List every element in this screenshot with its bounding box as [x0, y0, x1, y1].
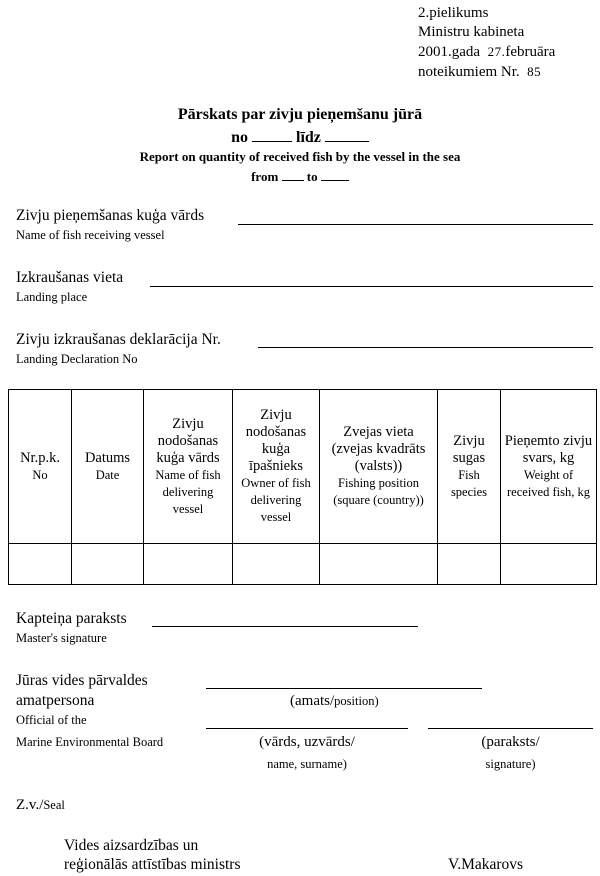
field-vessel-line[interactable]: [238, 224, 593, 225]
col-fishing-position-lv: Zvejas vieta (zvejas kvadrāts (valsts)): [331, 424, 426, 474]
title-lv-to: līdz: [296, 129, 321, 146]
title-en-from-blank: [282, 167, 304, 181]
annex-line2: Ministru kabineta: [418, 24, 525, 40]
cell-owner[interactable]: [233, 544, 320, 585]
official-position-line[interactable]: [206, 688, 482, 689]
field-landing-line[interactable]: [150, 286, 593, 287]
col-number-en: No: [32, 467, 48, 482]
col-fishing-position: [320, 390, 438, 544]
cell-number[interactable]: [9, 544, 72, 585]
annex-line4: [418, 62, 555, 82]
col-date-lv: Datums: [84, 449, 131, 466]
title-lv-period: [0, 128, 600, 147]
col-number: [9, 390, 72, 544]
minister-name: V.Makarovs: [448, 856, 524, 873]
title-en: Report on quantity of received fish by the vessel in the sea: [139, 149, 461, 164]
annex-line3: [418, 42, 555, 62]
col-species: [438, 390, 501, 544]
title-lv-to-blank: [325, 128, 369, 142]
seal-lv: Z.v./: [16, 797, 44, 813]
seal-label: [16, 796, 65, 814]
official-position-caption: [290, 692, 379, 710]
minister-title-line1: Vides aizsardzības un: [64, 837, 199, 854]
annex-day: 27.: [487, 44, 506, 59]
col-weight-en: Weight of received fish, kg: [507, 467, 590, 499]
table-row: [9, 544, 597, 585]
title-lv-from-blank: [252, 128, 292, 142]
col-date-en: Date: [95, 467, 120, 482]
cell-species[interactable]: [438, 544, 501, 585]
field-vessel-label-en: Name of fish receiving vessel: [16, 228, 165, 242]
official-label-en-line1: Official of the: [16, 713, 87, 727]
field-vessel-label: Zivju pieņemšanas kuģa vārds: [16, 207, 205, 224]
annex-month: februāra: [505, 44, 556, 60]
col-owner-en: Owner of fish delivering vessel: [241, 476, 311, 524]
official-position-en: position): [334, 694, 379, 708]
official-name-line[interactable]: [206, 728, 408, 729]
field-landing-label-en: Landing place: [16, 290, 88, 304]
annex-line1: 2.pielikums: [418, 5, 489, 21]
official-label-line1: Jūras vides pārvaldes: [16, 672, 148, 689]
field-declaration-label: Zivju izkraušanas deklarācija Nr.: [16, 331, 221, 348]
field-declaration-label-en: Landing Declaration No: [16, 352, 138, 366]
master-label-en: Master's signature: [16, 631, 107, 645]
annex-regulation-number: 85: [527, 64, 542, 79]
title-en-to: to: [306, 169, 318, 184]
title-en-to-blank: [321, 167, 349, 181]
title-lv: Pārskats par zivju pieņemšanu jūrā: [177, 106, 423, 123]
official-signature-caption-en: signature): [485, 757, 536, 771]
official-label-line2: amatpersona: [16, 692, 95, 709]
col-delivering-vessel-en: Name of fish delivering vessel: [155, 467, 221, 516]
annex-regulation-label: noteikumiem Nr.: [418, 64, 520, 80]
official-signature-caption-lv: (paraksts/: [481, 734, 540, 750]
official-position-lv: (amats/: [290, 693, 335, 709]
col-owner-lv: Zivju nodošanas kuģa īpašnieks: [245, 407, 307, 474]
field-landing-label: Izkraušanas vieta: [16, 269, 124, 286]
col-species-en: Fish species: [450, 467, 488, 499]
col-owner: [233, 390, 320, 544]
col-weight-lv: Pieņemto zivju svars, kg: [504, 432, 593, 466]
col-fishing-position-en: Fishing position (square (country)): [333, 476, 424, 507]
official-name-caption-lv: (vārds, uzvārds/: [259, 734, 355, 750]
master-signature-line[interactable]: [152, 626, 418, 627]
col-delivering-vessel-lv: Zivju nodošanas kuģa vārds: [156, 415, 220, 466]
official-name-caption-en: name, surname): [267, 757, 347, 771]
official-label-en-line2: Marine Environmental Board: [16, 735, 164, 749]
col-number-lv: Nr.p.k.: [20, 449, 60, 466]
col-species-lv: Zivju sugas: [452, 432, 486, 466]
cell-fishing-position[interactable]: [320, 544, 438, 585]
annex-header: [418, 4, 555, 82]
col-weight: [501, 390, 597, 544]
title-lv-from: no: [231, 129, 248, 146]
col-date: [72, 390, 144, 544]
minister-title-line2: reģionālās attīstības ministrs: [64, 856, 241, 873]
title-en-from: from: [251, 169, 279, 184]
field-declaration-line[interactable]: [258, 347, 593, 348]
cell-delivering-vessel[interactable]: [144, 544, 233, 585]
fish-table: [8, 389, 597, 585]
cell-date[interactable]: [72, 544, 144, 585]
cell-weight[interactable]: [501, 544, 597, 585]
title-en-period: [0, 167, 600, 185]
seal-en: Seal: [43, 798, 65, 812]
col-delivering-vessel: [144, 390, 233, 544]
master-label: Kapteiņa paraksts: [16, 610, 127, 627]
official-signature-line[interactable]: [428, 728, 593, 729]
table-header-row: [9, 390, 597, 544]
annex-year: 2001.gada: [418, 44, 481, 60]
